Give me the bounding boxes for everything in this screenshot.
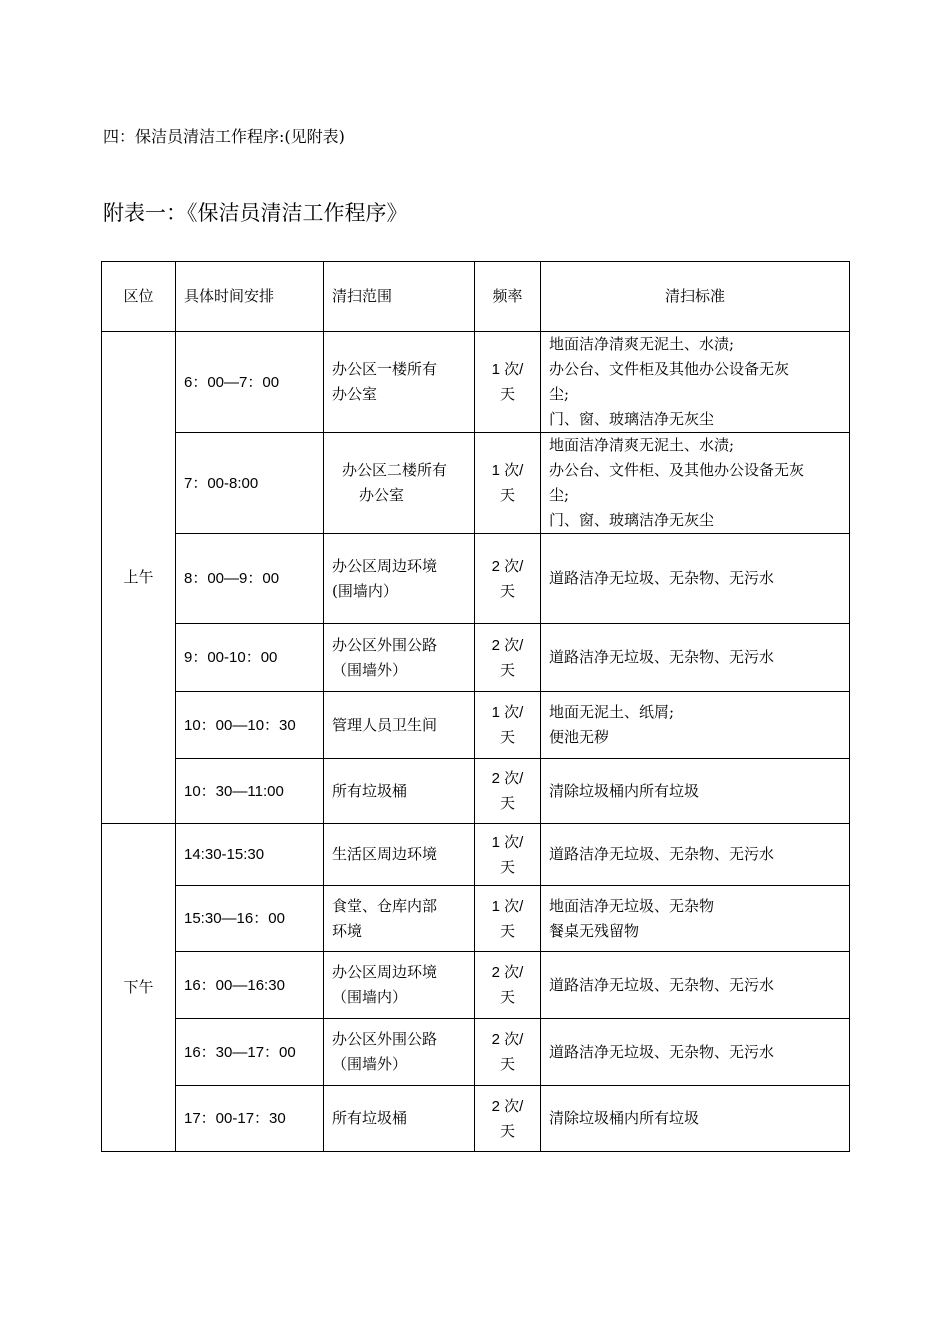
header-zone: 区位: [102, 262, 176, 332]
frequency-line: 天: [499, 386, 515, 403]
frequency-line: 天: [499, 989, 515, 1006]
area-line: 所有垃圾桶: [332, 1109, 408, 1127]
standard-line: 清除垃圾桶内所有垃圾: [549, 1109, 700, 1127]
frequency-line: 1 次/: [491, 833, 524, 851]
frequency-cell: [475, 1086, 541, 1152]
frequency-cell: [475, 952, 541, 1019]
area-line: 管理人员卫生间: [332, 715, 438, 734]
frequency-line: 天: [499, 1056, 515, 1073]
area-line: （围墙外）: [332, 660, 408, 679]
header-standard: 清扫标准: [541, 262, 850, 332]
table-row: [102, 886, 850, 952]
area-line: 办公室: [359, 486, 405, 504]
frequency-line: 天: [499, 858, 515, 876]
frequency-line: 天: [499, 729, 515, 746]
standard-cell: [541, 332, 850, 433]
frequency-line: 天: [499, 487, 515, 504]
table-row: [102, 759, 850, 824]
header-area: 清扫范围: [324, 262, 475, 332]
area-cell: [324, 433, 475, 534]
time-cell: 9：00-10：00: [176, 624, 324, 692]
standard-cell: [541, 886, 850, 952]
standard-cell: [541, 534, 850, 624]
frequency-line: 天: [499, 661, 515, 679]
table-row: [102, 534, 850, 624]
area-cell: [324, 534, 475, 624]
frequency-cell: [475, 886, 541, 952]
frequency-line: 天: [499, 795, 515, 812]
area-line: 办公区周边环境: [332, 963, 438, 981]
standard-line: 办公台、文件柜及其他办公设备无灰: [549, 360, 790, 378]
area-line: 食堂、仓库内部: [332, 896, 438, 915]
time-cell: 17：00-17：30: [176, 1086, 324, 1152]
frequency-cell: [475, 624, 541, 692]
frequency-cell: [475, 433, 541, 534]
frequency-cell: [475, 1019, 541, 1086]
standard-line: 尘;: [549, 385, 570, 403]
section-heading: 四：保洁员清洁工作程序:(见附表): [103, 127, 345, 146]
frequency-line: 1 次/: [491, 462, 524, 479]
time-cell: 16：00—16:30: [176, 952, 324, 1019]
standard-cell: [541, 1019, 850, 1086]
table-row: [102, 824, 850, 886]
header-time: 具体时间安排: [176, 262, 324, 332]
area-cell: [324, 824, 475, 886]
area-line: (围墙内）: [332, 581, 398, 600]
table-row: [102, 332, 850, 433]
standard-line: 道路洁净无垃圾、无杂物、无污水: [549, 648, 775, 666]
frequency-line: 1 次/: [491, 361, 524, 378]
table-row: [102, 1086, 850, 1152]
area-line: （围墙外）: [332, 1055, 408, 1073]
standard-cell: [541, 692, 850, 759]
area-cell: [324, 624, 475, 692]
area-cell: [324, 332, 475, 433]
standard-line: 清除垃圾桶内所有垃圾: [549, 781, 700, 800]
standard-cell: [541, 624, 850, 692]
standard-cell: [541, 952, 850, 1019]
zone-afternoon: 下午: [102, 824, 176, 1152]
standard-line: 道路洁净无垃圾、无杂物、无污水: [549, 975, 775, 994]
area-line: 办公区二楼所有: [342, 461, 448, 479]
cleaning-schedule-table: [101, 261, 850, 1152]
frequency-cell: [475, 759, 541, 824]
frequency-line: 2 次/: [491, 964, 524, 981]
standard-line: 尘;: [549, 486, 570, 504]
standard-line: 办公台、文件柜、及其他办公设备无灰: [549, 461, 805, 479]
area-line: 办公区周边环境: [332, 556, 438, 575]
table-row: [102, 1019, 850, 1086]
frequency-cell: [475, 534, 541, 624]
area-line: 生活区周边环境: [332, 845, 438, 863]
time-cell: 7：00-8:00: [176, 433, 324, 534]
time-cell: 6：00—7：00: [176, 332, 324, 433]
standard-cell: [541, 1086, 850, 1152]
header-row: [102, 262, 850, 332]
area-cell: [324, 759, 475, 824]
table-title: 附表一：《保洁员清洁工作程序》: [103, 201, 408, 225]
standard-cell: [541, 759, 850, 824]
area-cell: [324, 1086, 475, 1152]
standard-line: 道路洁净无垃圾、无杂物、无污水: [549, 845, 775, 863]
standard-cell: [541, 433, 850, 534]
frequency-line: 天: [499, 582, 515, 600]
area-cell: [324, 952, 475, 1019]
area-cell: [324, 886, 475, 952]
standard-line: 餐桌无残留物: [549, 921, 640, 940]
time-cell: 8：00—9：00: [176, 534, 324, 624]
area-cell: [324, 1019, 475, 1086]
time-cell: 10：30—11:00: [176, 759, 324, 824]
standard-line: 地面洁净清爽无泥土、水渍;: [549, 335, 735, 353]
time-cell: 15:30—16：00: [176, 886, 324, 952]
standard-line: 道路洁净无垃圾、无杂物、无污水: [549, 569, 775, 587]
frequency-line: 2 次/: [491, 770, 524, 787]
area-line: 办公区一楼所有: [332, 360, 438, 378]
frequency-cell: [475, 332, 541, 433]
standard-cell: [541, 824, 850, 886]
table-row: [102, 624, 850, 692]
area-line: 办公室: [332, 385, 378, 403]
frequency-line: 2 次/: [491, 1031, 524, 1048]
frequency-cell: [475, 692, 541, 759]
area-line: 所有垃圾桶: [332, 781, 408, 800]
standard-line: 道路洁净无垃圾、无杂物、无污水: [549, 1042, 775, 1061]
frequency-line: 2 次/: [491, 1097, 524, 1115]
area-line: （围墙内）: [332, 988, 408, 1006]
time-cell: 14:30-15:30: [176, 824, 324, 886]
table-row: [102, 433, 850, 534]
frequency-line: 天: [499, 922, 515, 940]
frequency-line: 2 次/: [491, 557, 524, 575]
standard-line: 便池无秽: [549, 728, 610, 746]
table-row: [102, 692, 850, 759]
area-line: 环境: [332, 921, 363, 940]
standard-line: 门、窗、玻璃洁净无灰尘: [549, 511, 715, 529]
standard-line: 地面洁净无垃圾、无杂物: [549, 896, 715, 915]
time-cell: 16：30—17：00: [176, 1019, 324, 1086]
frequency-cell: [475, 824, 541, 886]
time-cell: 10：00—10：30: [176, 692, 324, 759]
area-cell: [324, 692, 475, 759]
zone-morning: 上午: [102, 332, 176, 824]
area-line: 办公区外围公路: [332, 635, 438, 654]
header-freq: 频率: [475, 262, 541, 332]
frequency-line: 2 次/: [491, 636, 524, 654]
standard-line: 地面无泥土、纸屑;: [549, 703, 675, 721]
frequency-line: 1 次/: [491, 897, 524, 915]
frequency-line: 天: [499, 1122, 515, 1140]
table-row: [102, 952, 850, 1019]
frequency-line: 1 次/: [491, 704, 524, 721]
standard-line: 地面洁净清爽无泥土、水渍;: [549, 436, 735, 454]
standard-line: 门、窗、玻璃洁净无灰尘: [549, 410, 715, 428]
area-line: 办公区外围公路: [332, 1030, 438, 1048]
